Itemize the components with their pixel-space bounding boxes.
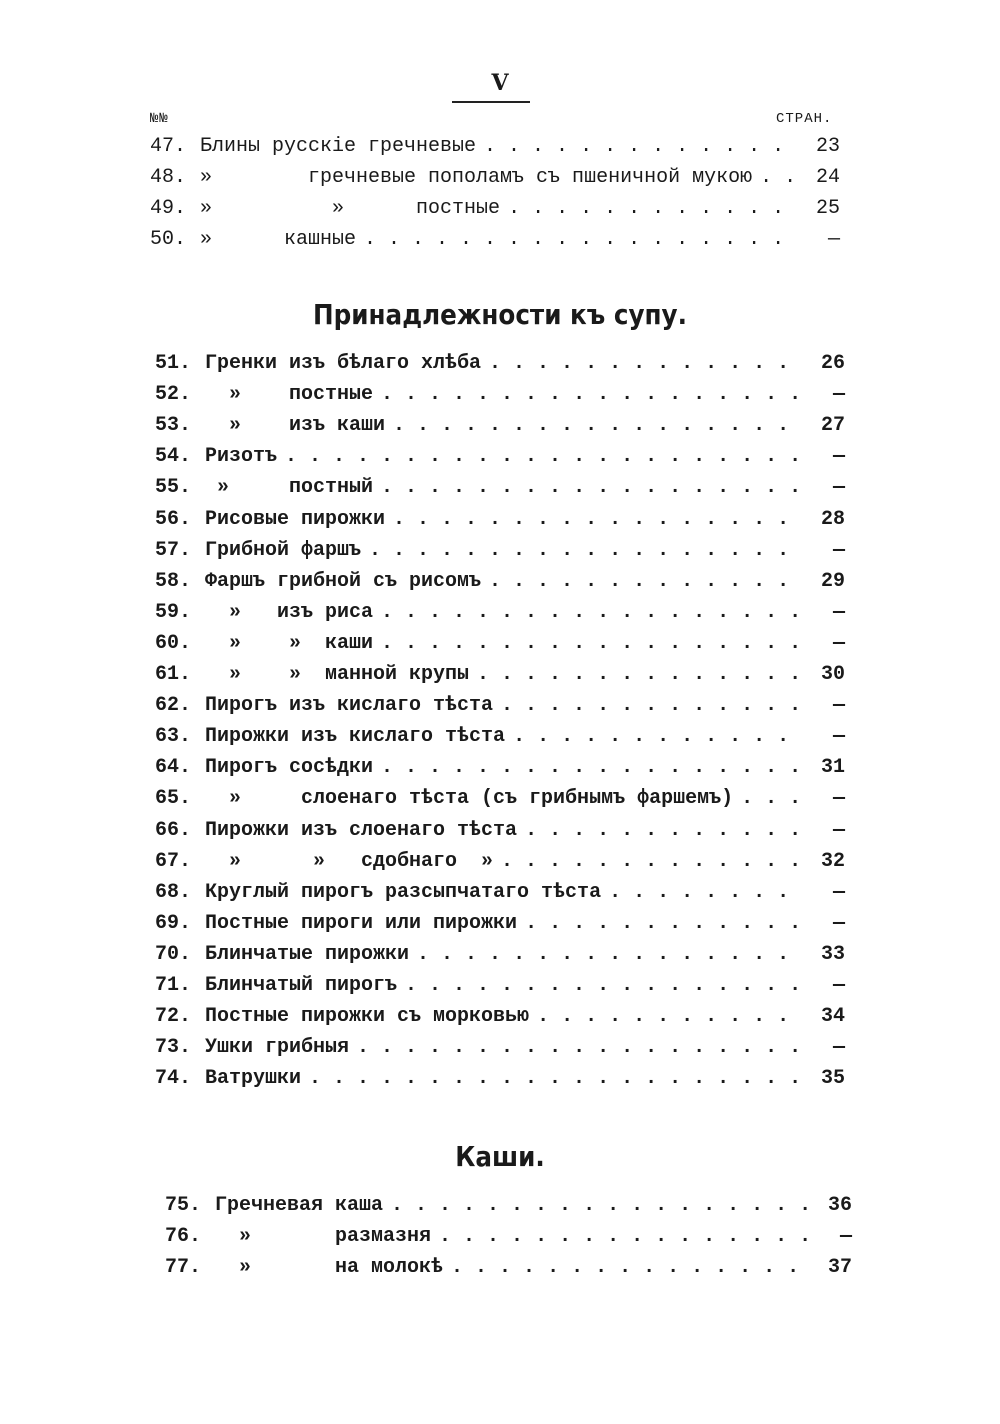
entry-page: — [832, 1036, 845, 1060]
entry-title-with-leader [205, 601, 805, 624]
entry-page: — [832, 383, 845, 407]
entry-title-with-leader [200, 166, 800, 189]
entry-number: 74. [155, 1067, 192, 1091]
entry-number: 63. [155, 725, 192, 749]
entry-title-with-leader [205, 943, 805, 966]
entry-title: » постные [205, 383, 374, 407]
entry-number: 69. [155, 911, 192, 935]
entry-title: » изъ каши [205, 414, 386, 438]
entry-title-with-leader [205, 445, 805, 468]
entry-page: — [839, 1225, 852, 1248]
entry-title: » гречневые пополамъ съ пшеничной мукою [200, 166, 753, 189]
dot-leader [493, 694, 805, 717]
entry-number: 60. [155, 631, 192, 655]
entry-page: 24 [815, 166, 840, 189]
entry-number: 50. [150, 228, 187, 251]
number-column-header: №№ [150, 111, 169, 127]
entry-number: 54. [155, 445, 192, 469]
entry-page: — [832, 538, 845, 562]
entry-number: 72. [155, 1005, 192, 1029]
contents-entry [155, 819, 845, 847]
dot-leader [301, 1067, 805, 1090]
entry-number: 47. [150, 135, 187, 158]
dot-leader [385, 414, 805, 437]
entry-title-with-leader [215, 1225, 812, 1248]
entry-number: 56. [155, 507, 192, 531]
entry-number: 68. [155, 880, 192, 904]
dot-leader [505, 725, 805, 748]
entry-title: » » манной крупы [205, 663, 470, 686]
entry-page: — [832, 974, 845, 997]
dot-leader [373, 601, 805, 624]
entry-title: » » каши [205, 631, 374, 655]
dot-leader [517, 912, 805, 935]
entry-title: Гренки изъ бѣлаго хлѣба [205, 352, 482, 375]
entry-number: 65. [155, 787, 192, 811]
entry-title-with-leader [205, 850, 805, 873]
entry-page: — [832, 600, 845, 624]
header-rule [452, 101, 530, 103]
contents-entry [155, 663, 845, 691]
entry-title-with-leader [205, 725, 805, 748]
section-heading-porridges: Каши. [455, 1140, 545, 1173]
entry-number: 62. [155, 694, 192, 718]
contents-entry [165, 1194, 852, 1222]
contents-entry [155, 414, 845, 442]
dot-leader [373, 476, 805, 499]
entry-title: » изъ риса [205, 600, 374, 624]
dot-leader [356, 228, 800, 251]
entry-title-with-leader [205, 383, 805, 406]
dot-leader [476, 135, 800, 158]
dot-leader [349, 1036, 805, 1059]
contents-entry [155, 756, 845, 784]
entry-number: 71. [155, 974, 192, 997]
entry-title-with-leader [200, 135, 800, 158]
entry-page: — [832, 818, 845, 842]
entry-title: » на молокѣ [215, 1256, 444, 1279]
contents-entry [155, 694, 845, 722]
entry-title-with-leader [200, 197, 800, 220]
entry-title-with-leader [205, 508, 805, 531]
entry-number: 61. [155, 663, 192, 686]
entry-number: 57. [155, 538, 192, 562]
entry-title: Ватрушки [205, 1067, 302, 1091]
entry-number: 51. [155, 352, 192, 375]
entry-page: — [832, 787, 845, 811]
entry-page: — [832, 725, 845, 749]
entry-title-with-leader [205, 1036, 805, 1059]
entry-page: — [832, 476, 845, 500]
entry-number: 58. [155, 569, 192, 593]
entry-title-with-leader [205, 352, 805, 375]
entry-title-with-leader [205, 787, 805, 810]
dot-leader [733, 787, 805, 810]
entry-title: Пирожки изъ кислаго тѣста [205, 725, 506, 749]
dot-leader [431, 1225, 812, 1248]
entry-page: 27 [820, 414, 845, 438]
entry-number: 70. [155, 942, 192, 966]
entry-page: 23 [815, 135, 840, 158]
entry-page: 36 [827, 1194, 852, 1217]
entry-title: Пирогъ изъ кислаго тѣста [205, 694, 494, 718]
entry-title: Блины русскіе гречневые [200, 135, 477, 158]
entry-page: 30 [820, 663, 845, 686]
entry-title: Ушки грибныя [205, 1036, 350, 1060]
dot-leader [469, 663, 805, 686]
entry-number: 59. [155, 600, 192, 624]
entry-title: Постные пирожки съ морковью [205, 1005, 530, 1029]
entry-title-with-leader [205, 974, 805, 997]
page-number: V [491, 70, 509, 96]
entry-page: — [832, 880, 845, 904]
entry-number: 66. [155, 818, 192, 842]
entry-title: » постный [205, 476, 374, 500]
entry-number: 77. [165, 1256, 202, 1279]
entry-title: » слоенаго тѣста (съ грибнымъ фаршемъ) [205, 787, 734, 811]
entry-title-with-leader [205, 756, 805, 779]
entry-page: 31 [820, 756, 845, 780]
page-column-header: СТРАН. [776, 111, 833, 127]
entry-title-with-leader [205, 414, 805, 437]
contents-entry [155, 912, 845, 940]
dot-leader [500, 197, 800, 220]
section-heading-soup-accessories: Принадлежности къ супу. [313, 298, 687, 331]
entry-title: Постные пироги или пирожки [205, 911, 518, 935]
entry-title-with-leader [205, 1067, 805, 1090]
dot-leader [397, 974, 805, 997]
entry-title-with-leader [205, 1005, 805, 1028]
contents-entry [155, 539, 845, 567]
contents-entry [150, 197, 840, 225]
contents-entry [155, 508, 845, 536]
entry-title: Блинчатые пирожки [205, 942, 410, 966]
entry-number: 64. [155, 756, 192, 780]
entry-title-with-leader [205, 476, 805, 499]
entry-title: » размазня [215, 1225, 432, 1248]
entry-page: 37 [827, 1256, 852, 1279]
dot-leader [517, 819, 805, 842]
dot-leader [373, 632, 805, 655]
entry-title-with-leader [205, 632, 805, 655]
dot-leader [443, 1256, 812, 1279]
entry-title: » кашные [200, 228, 357, 251]
entry-title: » » постные [200, 197, 501, 220]
entry-title-with-leader [200, 228, 800, 251]
entry-page: 26 [820, 352, 845, 375]
contents-entry [155, 787, 845, 815]
entry-number: 67. [155, 849, 192, 873]
entry-title: Блинчатый пирогъ [205, 974, 398, 997]
contents-entry [165, 1225, 852, 1253]
entry-title-with-leader [205, 570, 805, 593]
dot-leader [481, 570, 805, 593]
contents-entry [155, 570, 845, 598]
contents-entry [155, 632, 845, 660]
entry-title-with-leader [215, 1256, 812, 1279]
entry-title-with-leader [205, 663, 805, 686]
entry-title: Ризотъ [205, 445, 278, 469]
entry-title-with-leader [205, 539, 805, 562]
entry-page: — [827, 228, 840, 251]
entry-page: — [832, 445, 845, 469]
contents-entry [155, 850, 845, 878]
entry-page: — [832, 694, 845, 718]
dot-leader [277, 445, 805, 468]
entry-page: — [832, 631, 845, 655]
entry-number: 53. [155, 414, 192, 438]
entry-title-with-leader [205, 694, 805, 717]
entry-title-with-leader [215, 1194, 812, 1217]
entry-number: 76. [165, 1225, 202, 1248]
contents-entry [150, 166, 840, 194]
entry-title: Круглый пирогъ разсыпчатаго тѣста [205, 880, 602, 904]
entry-number: 49. [150, 197, 187, 220]
contents-entry [150, 228, 840, 256]
dot-leader [601, 881, 805, 904]
contents-entry [155, 601, 845, 629]
entry-title-with-leader [205, 819, 805, 842]
entry-page: — [832, 911, 845, 935]
dot-leader [361, 539, 805, 562]
entry-page: 25 [815, 197, 840, 220]
contents-entry [165, 1256, 852, 1284]
entry-title-with-leader [205, 881, 805, 904]
dot-leader [409, 943, 805, 966]
entry-title: Пирожки изъ слоенаго тѣста [205, 818, 518, 842]
entry-number: 75. [165, 1194, 202, 1217]
entry-title: Гречневая каша [215, 1194, 384, 1217]
dot-leader [385, 508, 805, 531]
dot-leader [752, 166, 800, 189]
entry-title: Грибной фаршъ [205, 538, 362, 562]
entry-number: 52. [155, 383, 192, 407]
contents-entry [155, 476, 845, 504]
entry-title: » » сдобнаго » [205, 849, 494, 873]
entry-title: Фаршъ грибной съ рисомъ [205, 569, 482, 593]
contents-entry [155, 1067, 845, 1095]
entry-title: Рисовые пирожки [205, 507, 386, 531]
contents-entry [155, 1036, 845, 1064]
contents-entry [155, 352, 845, 380]
contents-entry [155, 1005, 845, 1033]
entry-title-with-leader [205, 912, 805, 935]
entry-number: 48. [150, 166, 187, 189]
entry-number: 73. [155, 1036, 192, 1060]
entry-page: 29 [820, 569, 845, 593]
contents-entry [155, 943, 845, 971]
contents-entry [150, 135, 840, 163]
dot-leader [493, 850, 805, 873]
contents-entry [155, 445, 845, 473]
dot-leader [529, 1005, 805, 1028]
dot-leader [383, 1194, 812, 1217]
contents-entry [155, 725, 845, 753]
entry-number: 55. [155, 476, 192, 500]
entry-title: Пирогъ сосѣдки [205, 756, 374, 780]
dot-leader [373, 756, 805, 779]
dot-leader [481, 352, 805, 375]
entry-page: 33 [820, 942, 845, 966]
entry-page: 35 [820, 1067, 845, 1091]
dot-leader [373, 383, 805, 406]
entry-page: 34 [820, 1005, 845, 1029]
entry-page: 28 [820, 507, 845, 531]
contents-entry [155, 974, 845, 1002]
contents-entry [155, 383, 845, 411]
entry-page: 32 [820, 849, 845, 873]
contents-entry [155, 881, 845, 909]
